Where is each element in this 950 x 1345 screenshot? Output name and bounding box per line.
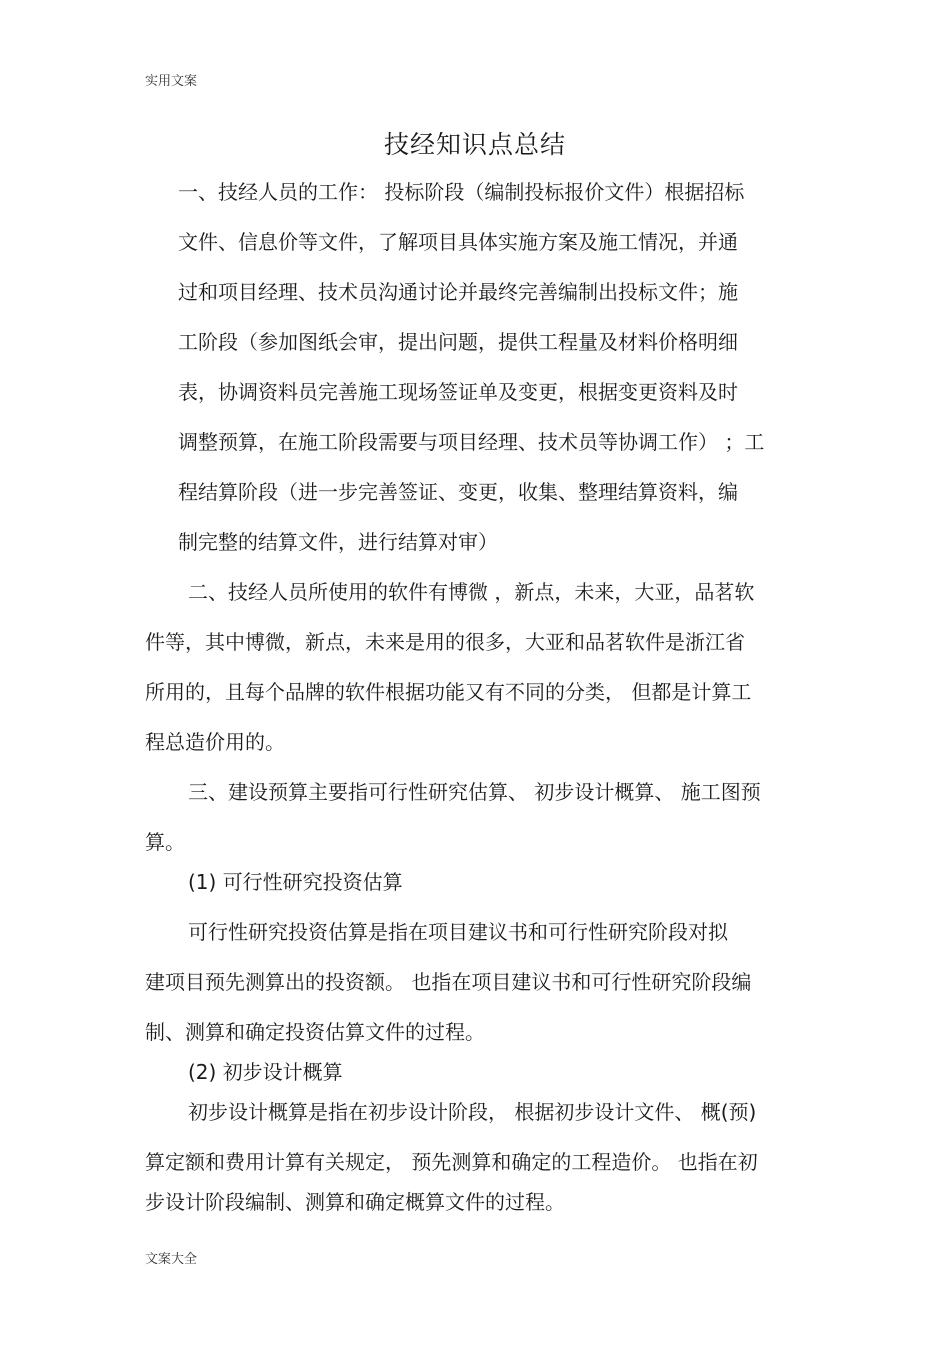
paragraph-line: 算。 [145, 830, 185, 854]
paragraph-line: 初步设计概算是指在初步设计阶段， 根据初步设计文件、 概(预) [188, 1100, 757, 1124]
paragraph-line: 调整预算，在施工阶段需要与项目经理、技术员等协调工作） ；工 [178, 430, 765, 454]
section-heading: (2) 初步设计概算 [188, 1060, 343, 1084]
paragraph-line: 算定额和费用计算有关规定， 预先测算和确定的工程造价。 也指在初 [145, 1150, 758, 1174]
paragraph-line: 三、建设预算主要指可行性研究估算、 初步设计概算、 施工图预 [188, 780, 761, 804]
paragraph-line: 建项目预先测算出的投资额。 也指在项目建议书和可行性研究阶段编 [145, 970, 752, 994]
paragraph-line: 表，协调资料员完善施工现场签证单及变更，根据变更资料及时 [178, 380, 738, 404]
paragraph-line: 过和项目经理、技术员沟通讨论并最终完善编制出投标文件；施 [178, 280, 738, 304]
paragraph-line: 一、技经人员的工作： 投标阶段（编制投标报价文件）根据招标 [178, 180, 745, 204]
document-title: 技经知识点总结 [383, 130, 566, 159]
section-heading: (1) 可行性研究投资估算 [188, 870, 403, 894]
paragraph-line: 可行性研究投资估算是指在项目建议书和可行性研究阶段对拟 [188, 920, 728, 944]
paragraph-line: 制完整的结算文件，进行结算对审） [178, 530, 498, 554]
paragraph-line: 程结算阶段（进一步完善签证、变更，收集、整理结算资料，编 [178, 480, 738, 504]
paragraph-line: 制、测算和确定投资估算文件的过程。 [145, 1020, 485, 1044]
page-footer: 文案大全 [145, 1252, 198, 1267]
paragraph-line: 文件、信息价等文件，了解项目具体实施方案及施工情况，并通 [178, 230, 738, 254]
paragraph-line: 所用的，且每个品牌的软件根据功能又有不同的分类， 但都是计算工 [145, 680, 752, 704]
paragraph-line: 件等，其中博微，新点，未来是用的很多，大亚和品茗软件是浙江省 [145, 630, 745, 654]
paragraph-line: 程总造价用的。 [145, 730, 285, 754]
page-header: 实用文案 [145, 74, 198, 89]
paragraph-line: 二、技经人员所使用的软件有博微 ，新点，未来，大亚，品茗软 [188, 580, 755, 604]
paragraph-line: 工阶段（参加图纸会审，提出问题，提供工程量及材料价格明细 [178, 330, 738, 354]
paragraph-line: 步设计阶段编制、测算和确定概算文件的过程。 [145, 1190, 565, 1214]
